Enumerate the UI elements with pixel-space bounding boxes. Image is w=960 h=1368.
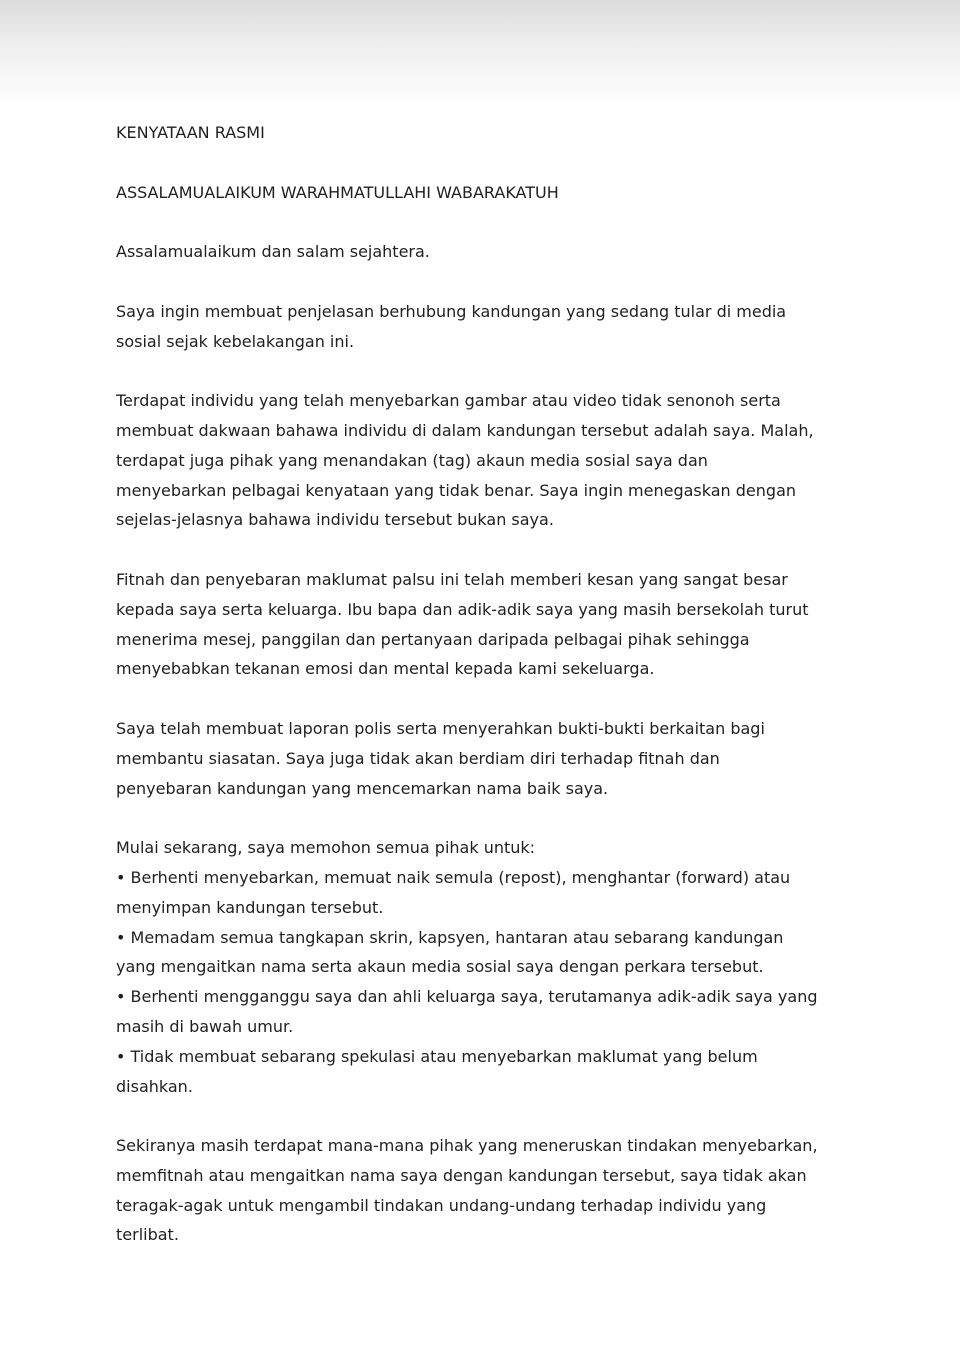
paragraph-4 bbox=[116, 714, 876, 803]
text-line: Saya ingin membuat penjelasan berhubung kandungan yang sedang tular di media bbox=[116, 301, 787, 321]
text-line: teragak-agak untuk mengambil tindakan undang-undang terhadap individu yang bbox=[116, 1195, 767, 1215]
text-line: • Berhenti mengganggu saya dan ahli keluarga saya, terutamanya adik-adik saya yang bbox=[116, 987, 818, 1007]
list-item bbox=[116, 923, 876, 983]
text-line: Fitnah dan penyebaran maklumat palsu ini telah memberi kesan yang sangat besar bbox=[116, 569, 788, 589]
paragraph-3 bbox=[116, 565, 876, 684]
text-line: memfitnah atau mengaitkan nama saya dengan kandungan tersebut, saya tidak akan bbox=[116, 1165, 807, 1185]
text-line: membantu siasatan. Saya juga tidak akan berdiam diri terhadap fitnah dan bbox=[116, 748, 720, 768]
text-line: • Berhenti menyebarkan, memuat naik semula (repost), menghantar (forward) atau bbox=[116, 867, 791, 887]
text-line: • Memadam semua tangkapan skrin, kapsyen, hantaran atau sebarang kandungan bbox=[116, 927, 784, 947]
text-line: menyebarkan pelbagai kenyataan yang tidak benar. Saya ingin menegaskan dengan bbox=[116, 480, 797, 500]
list-item bbox=[116, 1042, 876, 1102]
text-line: yang mengaitkan nama serta akaun media sosial saya dengan perkara tersebut. bbox=[116, 957, 764, 977]
text-line: masih di bawah umur. bbox=[116, 1016, 294, 1036]
text-line: menyimpan kandungan tersebut. bbox=[116, 897, 384, 917]
text-line: • Tidak membuat sebarang spekulasi atau menyebarkan maklumat yang belum bbox=[116, 1046, 758, 1066]
text-line: terlibat. bbox=[116, 1225, 179, 1245]
text-line: Saya telah membuat laporan polis serta menyerahkan bukti-bukti berkaitan bagi bbox=[116, 718, 765, 738]
text-line: Terdapat individu yang telah menyebarkan gambar atau video tidak senonoh serta bbox=[116, 391, 781, 411]
text-line: disahkan. bbox=[116, 1076, 193, 1096]
text-line: menerima mesej, panggilan dan pertanyaan daripada pelbagai pihak sehingga bbox=[116, 629, 750, 649]
text-line: terdapat juga pihak yang menandakan (tag) akaun media sosial saya dan bbox=[116, 450, 708, 470]
paragraph-2 bbox=[116, 386, 876, 535]
text-line: Sekiranya masih terdapat mana-mana pihak yang meneruskan tindakan menyebarkan, bbox=[116, 1136, 818, 1156]
list-intro: Mulai sekarang, saya memohon semua pihak untuk: bbox=[116, 838, 536, 858]
list-item bbox=[116, 982, 876, 1042]
greeting: Assalamualaikum dan salam sejahtera. bbox=[116, 242, 430, 262]
document-title: KENYATAAN RASMI bbox=[116, 123, 265, 142]
list-item bbox=[116, 863, 876, 923]
text-line: menyebabkan tekanan emosi dan mental kepada kami sekeluarga. bbox=[116, 659, 655, 679]
text-line: kepada saya serta keluarga. Ibu bapa dan adik-adik saya yang masih bersekolah turut bbox=[116, 599, 809, 619]
text-line: membuat dakwaan bahawa individu di dalam kandungan tersebut adalah saya. Malah, bbox=[116, 420, 814, 440]
text-line: sosial sejak kebelakangan ini. bbox=[116, 331, 355, 351]
text-line: penyebaran kandungan yang mencemarkan nama baik saya. bbox=[116, 778, 609, 798]
paragraph-1 bbox=[116, 297, 876, 357]
scan-top-shadow bbox=[0, 0, 960, 110]
document-page bbox=[116, 118, 876, 1280]
text-line: sejelas-jelasnya bahawa individu tersebut bukan saya. bbox=[116, 510, 554, 530]
paragraph-5 bbox=[116, 1131, 876, 1250]
document-salutation: ASSALAMUALAIKUM WARAHMATULLAHI WABARAKATUH bbox=[116, 182, 559, 202]
